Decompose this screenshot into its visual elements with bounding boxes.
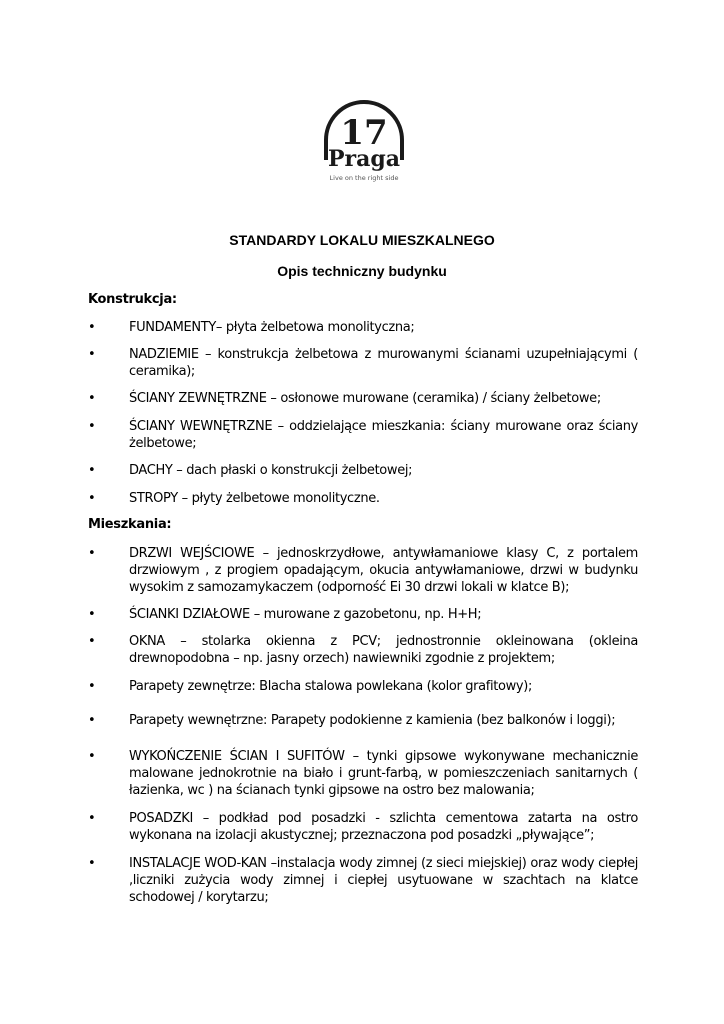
list-item	[88, 545, 638, 596]
bullet: •	[88, 607, 96, 622]
praga-logo-graphic	[312, 100, 416, 186]
list-item	[88, 490, 638, 507]
list-item	[88, 633, 638, 667]
document-subtitle: Opis techniczny budynku	[277, 263, 447, 279]
list-item-text: WYKOŃCZENIE ŚCIAN I SUFITÓW – tynki gipsowe wykonywane mechanicznie malowane jednokrotnie na biało i grunt-farbą, w pomieszczeniach sanitarnych ( łazienka, wc ) na ścianach tynki gipsowe na ostro bez malowania;	[129, 749, 638, 798]
list-item-text: ŚCIANKI DZIAŁOWE – murowane z gazobetonu, np. H+H;	[129, 607, 482, 622]
bullet: •	[88, 463, 96, 478]
praga-logo	[312, 100, 416, 186]
list-item-text: POSADZKI – podkład pod posadzki - szlichta cementowa zatarta na ostro wykonana na izolacji akustycznej; przeznaczona pod posadzki „pływające”;	[129, 811, 638, 843]
list-item	[88, 390, 638, 407]
bullet: •	[88, 419, 96, 434]
list-item-text: Parapety zewnętrze: Blacha stalowa powlekana (kolor grafitowy);	[129, 679, 533, 694]
section-heading-konstrukcja: Konstrukcja:	[88, 292, 177, 307]
list-item	[88, 319, 638, 336]
list-item-text: STROPY – płyty żelbetowe monolityczne.	[129, 491, 380, 506]
bullet: •	[88, 856, 96, 871]
bullet: •	[88, 811, 96, 826]
list-item-text: OKNA – stolarka okienna z PCV; jednostronnie okleinowana (okleina drewnopodobna – np. jasny orzech) nawiewniki zgodnie z projektem;	[129, 634, 638, 666]
list-item-text: DACHY – dach płaski o konstrukcji żelbetowej;	[129, 463, 413, 478]
list-item-text: INSTALACJE WOD-KAN –instalacja wody zimnej (z sieci miejskiej) oraz wody ciepłej ,liczniki zużycia wody zimnej i ciepłej usytuowane w szachtach na klatce schodowej / korytarzu;	[129, 856, 638, 905]
list-item-text: NADZIEMIE – konstrukcja żelbetowa z murowanymi ścianami uzupełniającymi ( ceramika);	[129, 347, 638, 379]
bullet: •	[88, 634, 96, 649]
section-heading-mieszkania: Mieszkania:	[88, 517, 172, 532]
logo-tagline: Live on the right side	[329, 174, 399, 182]
bullet: •	[88, 679, 96, 694]
list-item	[88, 855, 638, 906]
list-item	[88, 606, 638, 623]
bullet: •	[88, 391, 96, 406]
list-item	[88, 678, 638, 695]
bullet: •	[88, 320, 96, 335]
list-item-text: ŚCIANY WEWNĘTRZNE – oddzielające mieszkania: ściany murowane oraz ściany żelbetowe;	[129, 419, 638, 451]
list-item	[88, 346, 638, 380]
bullet: •	[88, 546, 96, 561]
list-item	[88, 712, 638, 729]
bullet: •	[88, 749, 96, 764]
list-item	[88, 418, 638, 452]
logo-name: Praga	[327, 146, 401, 172]
list-item-text: DRZWI WEJŚCIOWE – jednoskrzydłowe, antywłamaniowe klasy C, z portalem drzwiowym , z progiem opadającym, okucia antywłamaniowe, drzwi w budynku wysokim z samozamykaczem (odporność Ei 30 drzwi lokali w klatce B);	[129, 546, 638, 595]
list-item-text: FUNDAMENTY– płyta żelbetowa monolityczna;	[129, 320, 415, 335]
list-item	[88, 810, 638, 844]
document-title: STANDARDY LOKALU MIESZKALNEGO	[229, 232, 495, 248]
list-item	[88, 462, 638, 479]
bullet: •	[88, 491, 96, 506]
list-item-text: Parapety wewnętrzne: Parapety podokienne z kamienia (bez balkonów i loggi);	[129, 713, 616, 728]
bullet: •	[88, 347, 96, 362]
list-item	[88, 748, 638, 799]
logo-number: 17	[340, 113, 388, 153]
bullet: •	[88, 713, 96, 728]
list-item-text: ŚCIANY ZEWNĘTRZNE – osłonowe murowane (ceramika) / ściany żelbetowe;	[129, 391, 601, 406]
